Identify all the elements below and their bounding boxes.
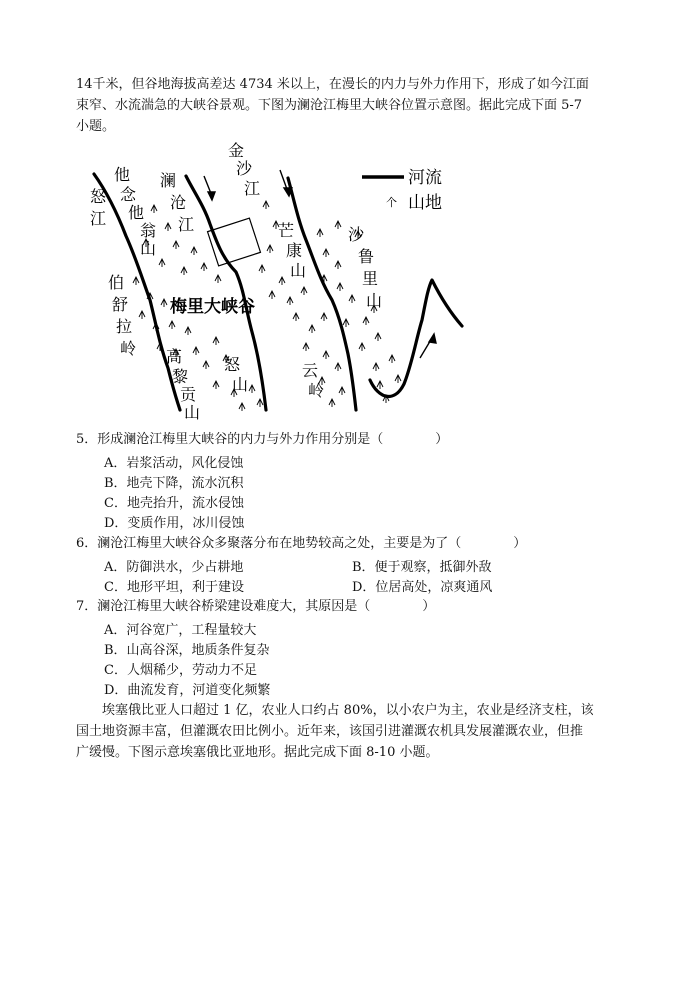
q7-option-b[interactable]: B．山高谷深，地质条件复杂 <box>104 643 270 658</box>
mountain-symbol-icon <box>259 265 265 273</box>
jinsha-label-1: 金 <box>228 141 245 160</box>
mountain-symbol-icon <box>159 259 165 267</box>
q6-option-c[interactable]: C．地形平坦，利于建设 <box>104 580 244 595</box>
mountain-symbol-icon <box>317 229 323 237</box>
mountain-symbol-icon <box>363 317 369 325</box>
shaluli-label-4: 山 <box>366 291 383 310</box>
q7-option-c[interactable]: C．人烟稀少，劳动力不足 <box>104 663 257 678</box>
mountain-symbol-icon <box>213 381 219 389</box>
mountain-symbol-icon <box>213 337 219 345</box>
legend-mountain-label: 山地 <box>408 193 442 213</box>
mountain-symbol-icon <box>323 351 329 359</box>
taniantaweng-label-1: 他 <box>114 165 131 184</box>
q6-option-b[interactable]: B．便于观察，抵御外敌 <box>352 560 492 575</box>
boshula-label-3: 拉 <box>116 317 133 336</box>
yunling-label-1: 云 <box>302 361 319 380</box>
mountain-symbol-icon <box>133 277 139 285</box>
gaoligong-label-1: 高 <box>166 347 183 366</box>
intro-line-3: 小题。 <box>76 119 116 134</box>
intro-line-1: 14千米，但谷地海拔高差达 4734 米以上，在漫长的内力与外力作用下，形成了如今江面 <box>76 77 589 92</box>
question-7-stem: 7．澜沧江梅里大峡谷桥梁建设难度大，其原因是（ ） <box>76 599 436 614</box>
lancang-river-line <box>186 176 266 410</box>
mountain-symbol-icon <box>293 313 299 321</box>
mountain-symbol-icon <box>373 363 379 371</box>
jinsha-river-line <box>288 178 356 410</box>
question-5-stem: 5．形成澜沧江梅里大峡谷的内力与外力作用分别是（ ） <box>76 432 449 447</box>
gaoligong-label-3: 贡 <box>180 385 197 404</box>
intro-paragraph <box>76 74 624 137</box>
mountain-symbol-icon <box>279 277 285 285</box>
mountain-symbol-icon <box>389 355 395 363</box>
taniantaweng-label-2: 念 <box>120 185 137 204</box>
meili-canyon-map <box>76 140 474 422</box>
legend-river-label: 河流 <box>408 168 442 188</box>
q5-option-a[interactable]: A．岩浆活动，风化侵蚀 <box>104 456 244 471</box>
question-6 <box>76 534 636 554</box>
mangkang-label-3: 山 <box>290 261 307 280</box>
east-arrowhead <box>429 334 436 343</box>
boshula-label-2: 舒 <box>112 295 129 314</box>
nushan-label-1: 怒 <box>224 355 241 374</box>
mountain-symbol-icon <box>323 249 329 257</box>
next-intro-line-1: 埃塞俄比亚人口超过 1 亿，农业人口约占 80%，以小农户为主，农业是经济支柱，该 <box>76 703 594 718</box>
mountain-symbol-icon <box>165 223 171 231</box>
mountain-symbol-icon <box>139 311 145 319</box>
taniantaweng-label-4: 翁 <box>140 221 157 240</box>
mountain-symbol-icon <box>377 381 383 389</box>
mountain-symbol-icon <box>287 297 293 305</box>
nushan-label-2: 山 <box>232 375 249 394</box>
mountain-symbol-icon <box>395 375 401 383</box>
boshula-label-1: 伯 <box>108 273 125 292</box>
mountain-symbol-icon <box>269 291 275 299</box>
mangkang-label-1: 芒 <box>278 221 295 240</box>
shaluli-label-2: 鲁 <box>358 247 375 266</box>
q5-option-d[interactable]: D．变质作用，冰川侵蚀 <box>104 516 245 531</box>
mangkang-label-2: 康 <box>286 241 303 260</box>
shaluli-label-3: 里 <box>362 269 379 288</box>
flow-arrows <box>204 170 436 358</box>
q6-option-d[interactable]: D．位居高处，凉爽通风 <box>352 580 493 595</box>
mountain-symbol-icon <box>185 327 191 335</box>
q7-option-d[interactable]: D．曲流发育，河道变化频繁 <box>104 683 271 698</box>
mountain-symbol-icon <box>181 267 187 275</box>
nu-river-label-1: 怒 <box>90 187 107 206</box>
mountain-symbol-icon <box>161 299 167 307</box>
intro-line-2: 束窄、水流湍急的大峡谷景观。下图为澜沧江梅里大峡谷位置示意图。据此完成下面 5-7 <box>76 98 583 113</box>
nu-river-label-2: 江 <box>90 209 107 228</box>
gaoligong-label-2: 黎 <box>172 367 189 386</box>
shaluli-label-1: 沙 <box>348 225 365 244</box>
q5-option-b[interactable]: B．地壳下降，流水沉积 <box>104 476 244 491</box>
mountain-symbol-icon <box>203 361 209 369</box>
question-7 <box>76 597 636 617</box>
legend-mountain-symbol: 个 <box>386 196 397 209</box>
lancang-label-2: 沧 <box>170 193 187 212</box>
mountain-symbol-icon <box>321 313 327 321</box>
mountain-symbol-icon <box>267 245 273 253</box>
q5-option-c[interactable]: C．地壳抬升，流水侵蚀 <box>104 496 244 511</box>
mountain-symbol-icon <box>335 221 341 229</box>
jinsha-label-3: 江 <box>244 179 261 198</box>
mountain-symbol-icon <box>337 283 343 291</box>
mountain-symbol-icon <box>173 241 179 249</box>
jinsha-label-2: 沙 <box>236 159 253 178</box>
mountain-symbol-icon <box>257 399 263 407</box>
mountain-symbol-icon <box>329 399 335 407</box>
mountain-symbol-icon <box>349 295 355 303</box>
mountain-symbol-icon <box>303 343 309 351</box>
q6-option-a[interactable]: A．防御洪水，少占耕地 <box>104 560 244 575</box>
mountain-symbol-icon <box>359 343 365 351</box>
yunling-label-2: 岭 <box>308 381 325 400</box>
mountain-symbol-icon <box>193 347 199 355</box>
q7-option-a[interactable]: A．河谷宽广，工程量较大 <box>104 623 257 638</box>
mountain-symbol-icon <box>335 363 341 371</box>
mountain-symbol-icon <box>343 319 349 327</box>
question-5 <box>76 430 636 450</box>
boshula-label-4: 岭 <box>120 339 137 358</box>
mountain-symbol-icon <box>301 287 307 295</box>
question-6-stem: 6．澜沧江梅里大峡谷众多聚落分布在地势较高之处，主要是为了（ ） <box>76 536 527 551</box>
gaoligong-label-4: 山 <box>184 403 201 422</box>
next-intro-line-2: 国土地资源丰富，但灌溉农田比例小。近年来，该国引进灌溉农机具发展灌溉农业，但推 <box>76 724 584 739</box>
mountain-symbol-icon <box>309 325 315 333</box>
mountain-symbol-icon <box>335 261 341 269</box>
mountain-symbol-icon <box>249 385 255 393</box>
lancang-label-3: 江 <box>178 215 195 234</box>
mountain-symbol-icon <box>215 275 221 283</box>
mountain-symbol-icon <box>201 263 207 271</box>
east-river-line <box>370 280 462 396</box>
mountain-symbol-icon <box>239 403 245 411</box>
mountain-symbol-icon <box>375 333 381 341</box>
canyon-label: 梅里大峡谷 <box>170 297 255 317</box>
mountain-symbol-icon <box>151 205 157 213</box>
mountain-symbol-icon <box>263 201 269 209</box>
lancang-arrowhead <box>208 192 215 200</box>
lancang-label-1: 澜 <box>160 171 177 190</box>
mountain-symbol-icon <box>169 321 175 329</box>
mountain-symbol-icon <box>339 387 345 395</box>
mountain-symbol-icon <box>191 247 197 255</box>
next-intro-paragraph <box>76 700 624 763</box>
next-intro-line-3: 广缓慢。下图示意埃塞俄比亚地形。据此完成下面 8-10 小题。 <box>76 745 439 760</box>
rivers <box>94 174 462 410</box>
taniantaweng-label-3: 他 <box>128 203 145 222</box>
taniantaweng-label-5: 山 <box>140 239 157 258</box>
